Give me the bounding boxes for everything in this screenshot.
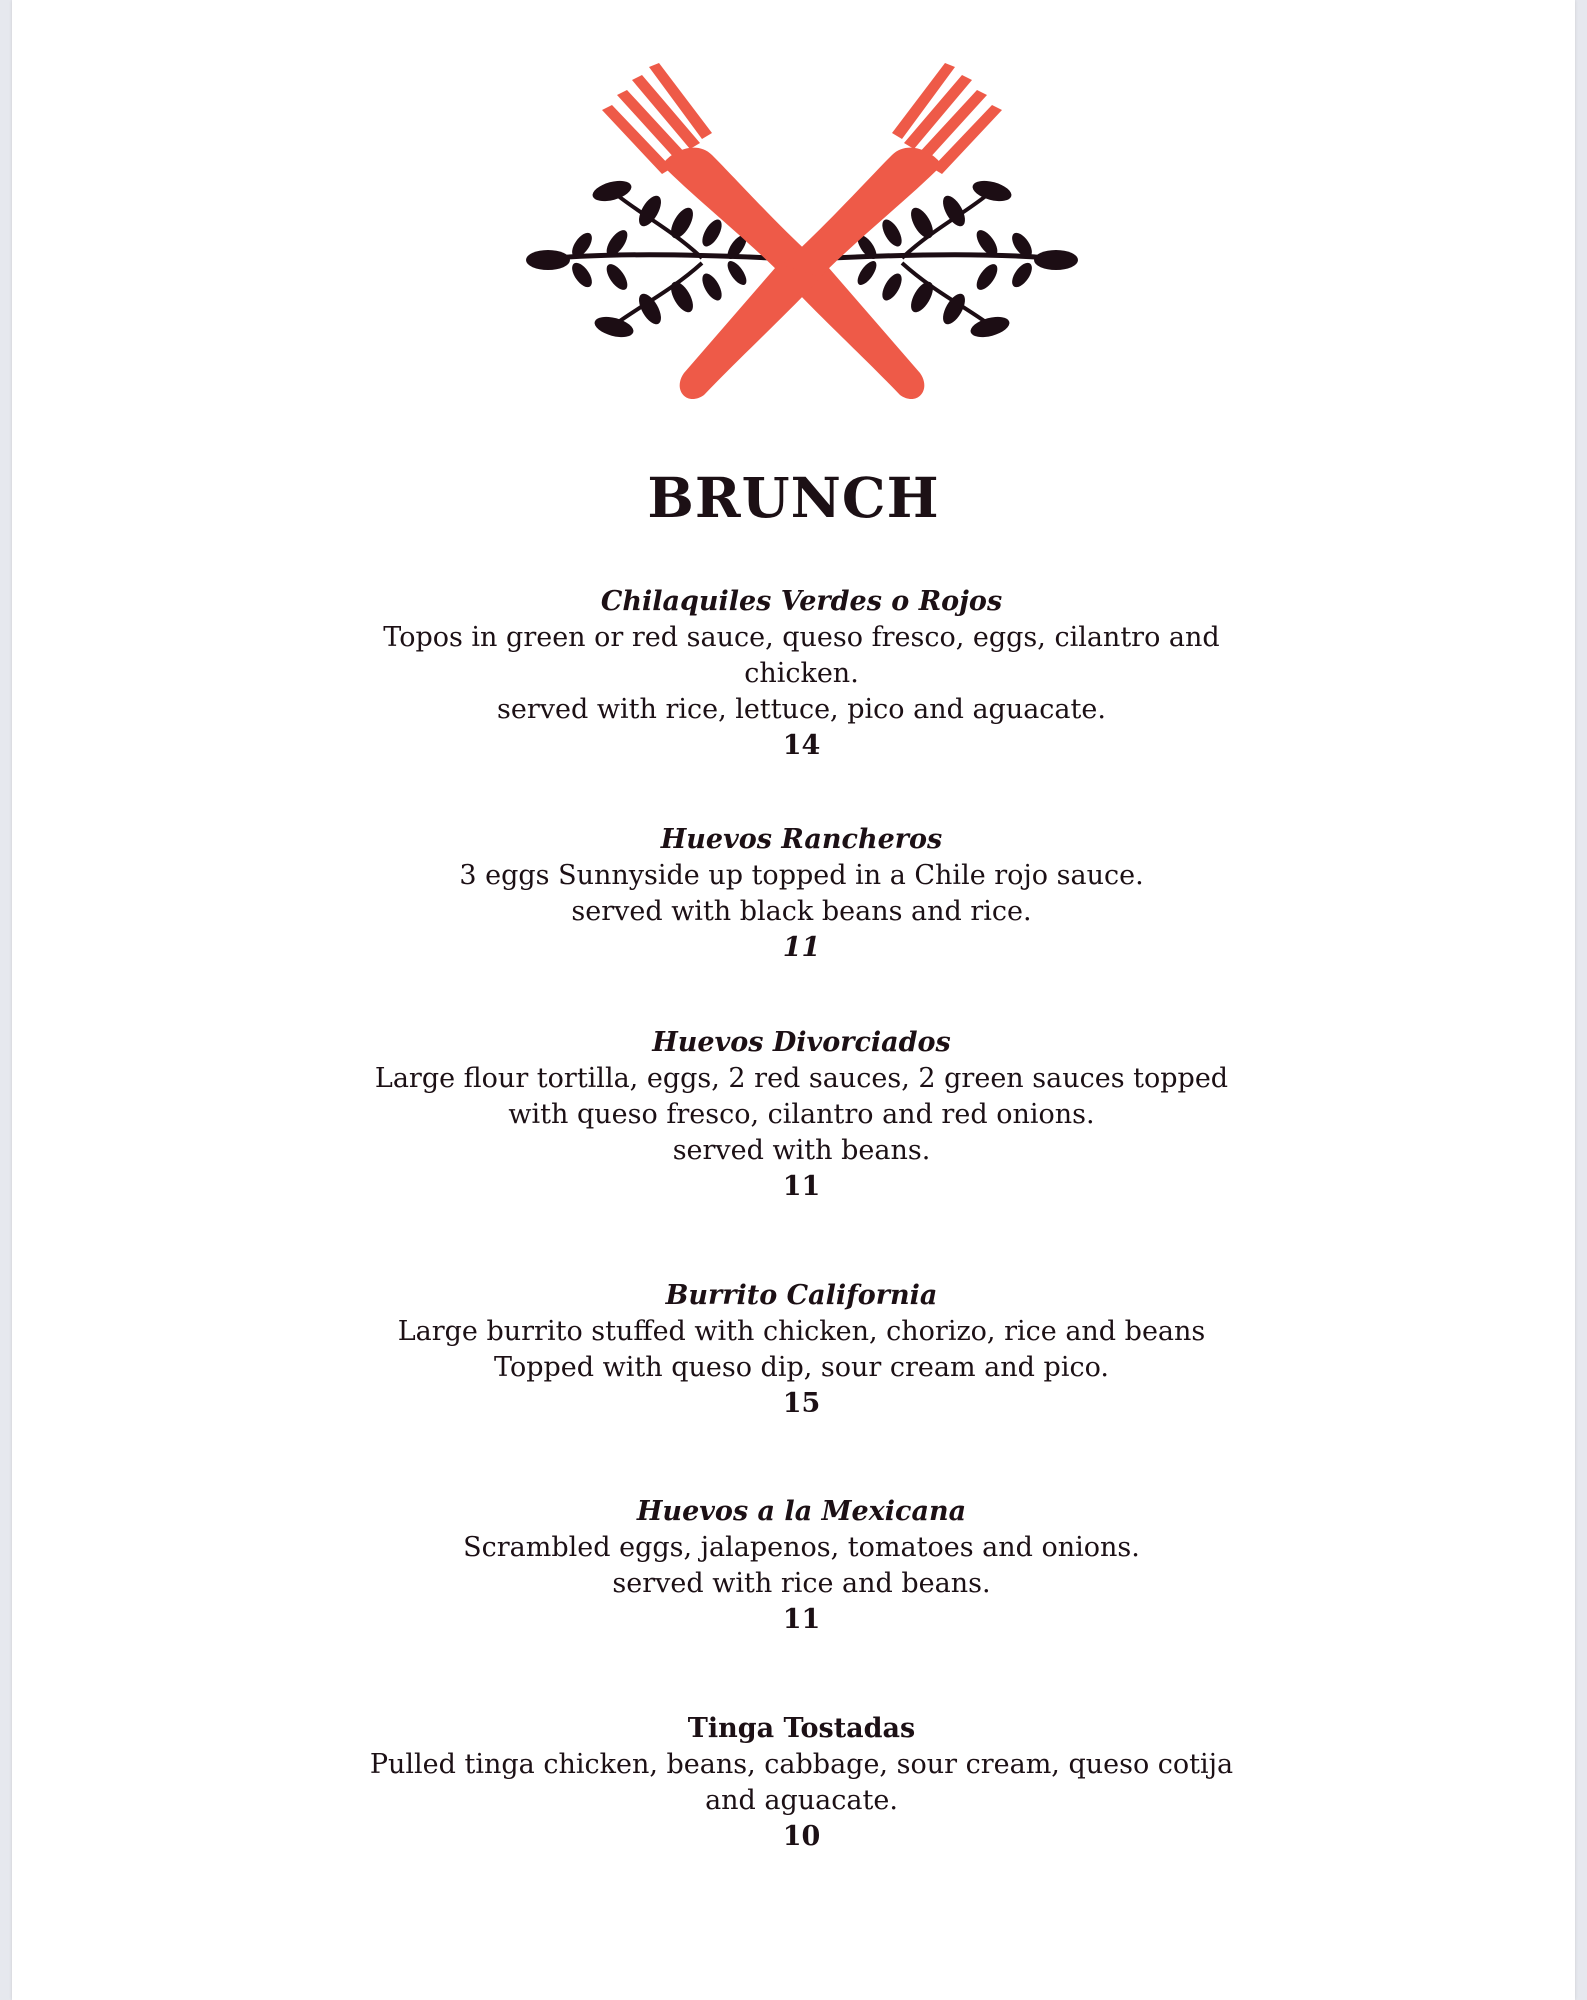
menu-item bbox=[342, 1711, 1261, 1855]
item-price: 11 bbox=[782, 932, 821, 963]
item-description: chicken. bbox=[744, 658, 859, 689]
item-price: 15 bbox=[782, 1388, 821, 1419]
item-description: Topped with queso dip, sour cream and pico. bbox=[494, 1352, 1109, 1383]
menu-title: BRUNCH bbox=[647, 465, 940, 530]
item-description: served with black beans and rice. bbox=[571, 896, 1032, 927]
item-description: Large burrito stuffed with chicken, chorizo, rice and beans bbox=[397, 1316, 1206, 1347]
fork-right-icon bbox=[680, 63, 1002, 399]
menu-item bbox=[342, 822, 1261, 966]
item-name: Chilaquiles Verdes o Rojos bbox=[600, 586, 1003, 617]
crossed-forks-logo-icon bbox=[522, 55, 1082, 430]
item-description: Topos in green or red sauce, queso fresco, eggs, cilantro and bbox=[383, 622, 1220, 653]
item-price: 14 bbox=[782, 730, 821, 761]
item-description: with queso fresco, cilantro and red onions. bbox=[508, 1099, 1095, 1130]
menu-item bbox=[342, 584, 1261, 764]
item-description: and aguacate. bbox=[705, 1785, 898, 1816]
fork-left-icon bbox=[602, 63, 924, 399]
item-name: Huevos Rancheros bbox=[660, 824, 943, 855]
item-name: Tinga Tostadas bbox=[687, 1713, 916, 1744]
item-description: Large flour tortilla, eggs, 2 red sauces, 2 green sauces topped bbox=[374, 1063, 1229, 1094]
item-name: Huevos Divorciados bbox=[652, 1027, 951, 1058]
item-price: 11 bbox=[782, 1604, 821, 1635]
item-description: served with beans. bbox=[672, 1135, 931, 1166]
item-description: 3 eggs Sunnyside up topped in a Chile rojo sauce. bbox=[459, 860, 1144, 891]
menu-item bbox=[342, 1278, 1261, 1422]
menu-item bbox=[342, 1025, 1261, 1205]
item-price: 10 bbox=[782, 1821, 821, 1852]
item-description: Scrambled eggs, jalapenos, tomatoes and onions. bbox=[463, 1532, 1140, 1563]
item-description: Pulled tinga chicken, beans, cabbage, sour cream, queso cotija bbox=[369, 1749, 1234, 1780]
item-description: served with rice, lettuce, pico and aguacate. bbox=[497, 694, 1106, 725]
item-name: Burrito California bbox=[665, 1280, 938, 1311]
item-description: served with rice and beans. bbox=[612, 1568, 991, 1599]
item-name: Huevos a la Mexicana bbox=[636, 1496, 967, 1527]
menu-page bbox=[12, 0, 1575, 2000]
menu-item bbox=[342, 1494, 1261, 1638]
item-price: 11 bbox=[782, 1171, 821, 1202]
